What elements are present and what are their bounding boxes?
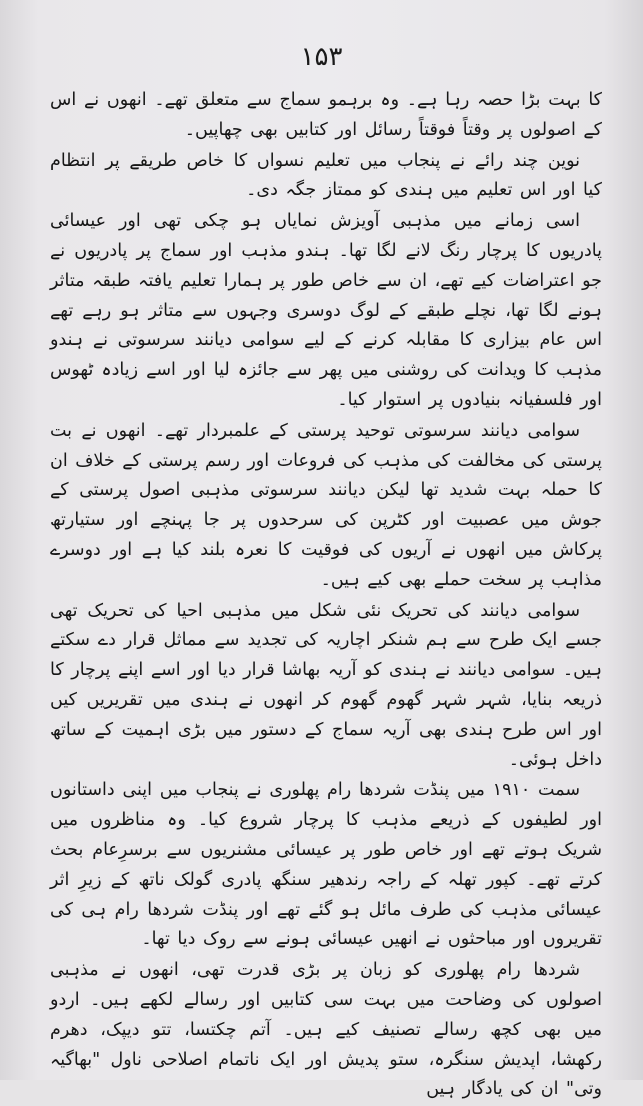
paragraph-3: اسی زمانے میں مذہبی آویزش نمایاں ہو چکی تھی اور عیسائی پادریوں کا پرچار رنگ لانے لگا تھا۔ ہندو مذہب اور سماج پر پادریوں نے جو اعتراضات کیے تھے، ان سے خاص طور پر ہمارا تعلیم یافتہ طبقہ متاثر ہونے لگا تھا، نچلے طبقے کے لوگ دوسری وجہوں سے متاثر ہو رہے تھے اس عام بیزاری کا مقابلہ کرنے کے لیے سوامی دیانند سرسوتی نے ہندو مذہب کا ویدانت کی روشنی میں پھر سے جائزہ لیا اور اسے زیادہ ٹھوس اور فلسفیانہ بنیادوں پر استوار کیا۔: [50, 211, 602, 410]
paragraph-1: کا بہت بڑا حصہ رہا ہے۔ وہ برہمو سماج سے متعلق تھے۔ انھوں نے اس کے اصولوں پر وقتاً فوقتاً رسائل اور کتابیں بھی چھاپیں۔: [50, 90, 602, 140]
paragraph-4: سوامی دیانند سرسوتی توحید پرستی کے علمبردار تھے۔ انھوں نے بت پرستی کی مخالفت کی مذہب کی فروعات اور رسم پرستی کے خلاف ان کا حملہ بہت شدید تھا لیکن دیانند سرسوتی مذہبی اصول پرستی کے جوش میں عصبیت اور کٹرپن کی سرحدوں پر جا پہنچے اور ستیارتھ پرکاش میں انھوں نے آریوں کی فوقیت کا نعرہ بلند کیا ہے اور دوسرے مذاہب پر سخت حملے بھی کیے ہیں۔: [50, 420, 602, 590]
paragraph-6: سمت ۱۹۱۰ میں پنڈت شردھا رام پھلوری نے پنجاب میں اپنی داستانوں اور لطیفوں کے ذریعے مذہب کا پرچار شروع کیا۔ وہ مناظروں میں شریک ہوتے تھے اور خاص طور پر عیسائی مشنریوں سے برسرِعام بحث کرتے تھے۔ کپور تھلہ کے راجہ رندھیر سنگھ پادری گولک ناتھ کے زیرِ اثر عیسائی مذہب کی طرف مائل ہو گئے تھے اور پنڈت شردھا رام ہی کی تقریروں اور مباحثوں نے انھیں عیسائی ہونے سے روک دیا تھا۔: [50, 780, 602, 950]
page-number: ۱۵۳: [300, 42, 343, 72]
paragraph-7: شردھا رام پھلوری کو زبان پر بڑی قدرت تھی، انھوں نے مذہبی اصولوں کی وضاحت میں بہت سی کتابیں اور رسالے لکھے ہیں۔ اردو میں بھی کچھ رسالے تصنیف کیے ہیں۔ آتم چکتسا، تتو دیپک، دھرم رکھشا، اپدیش سنگرہ، ستو پدیش اور ایک ناتمام اصلاحی ناول "بھاگیہ وتی" ان کی یادگار ہیں: [50, 960, 602, 1100]
paragraph-5: سوامی دیانند کی تحریک نئی شکل میں مذہبی احیا کی تحریک تھی جسے ایک طرح سے ہم شنکر اچاریہ کی تجدید سے مماثل قرار دے سکتے ہیں۔ سوامی دیانند نے ہندی کو آریہ بھاشا قرار دیا اور اسے اپنے پرچار کا ذریعہ بنایا، شہر شہر گھوم گھوم کر انھوں نے ہندی میں تقریریں کیں اور اس طرح ہندی بھی آریہ سماج کے دستور میں بڑی اہمیت کے ساتھ داخل ہوئی۔: [50, 600, 602, 770]
paragraph-2: نوین چند رائے نے پنجاب میں تعلیم نسواں کا خاص طریقے پر انتظام کیا اور اس تعلیم میں ہندی کو ممتاز جگہ دی۔: [50, 150, 602, 201]
body-text: [50, 86, 602, 1106]
